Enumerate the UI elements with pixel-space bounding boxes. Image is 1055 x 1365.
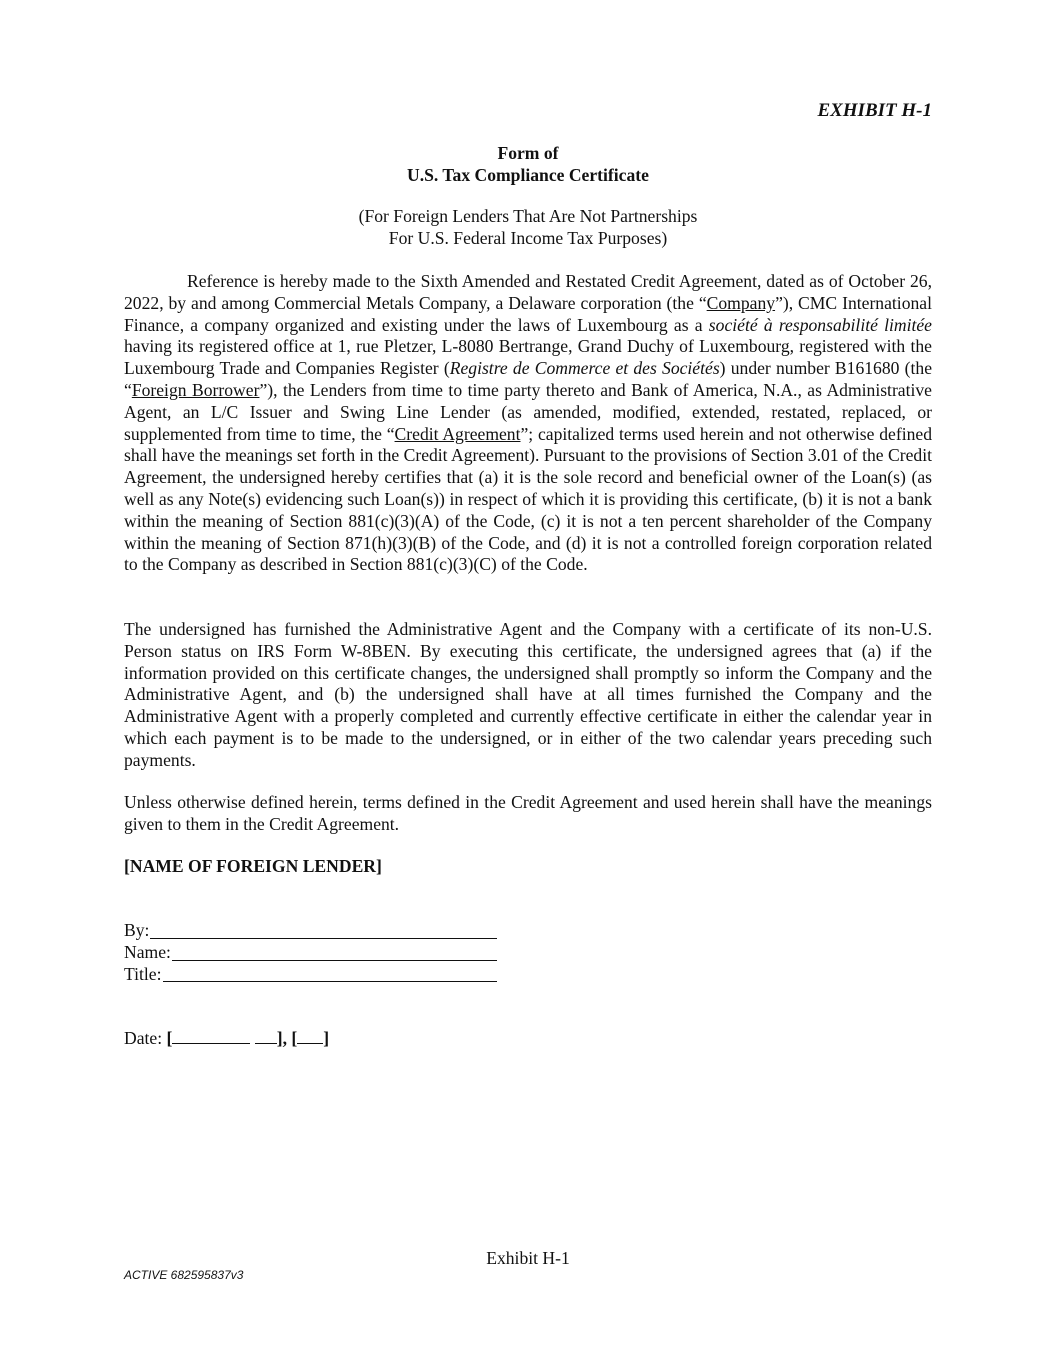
form-title-line-1: Form of xyxy=(497,143,559,163)
date-close-bracket: ], xyxy=(276,1028,292,1048)
date-line xyxy=(124,1028,329,1050)
form-subtitle-line-2: For U.S. Federal Income Tax Purposes) xyxy=(388,227,668,248)
reference-paragraph xyxy=(124,271,932,576)
lender-name-placeholder: [NAME OF FOREIGN LENDER] xyxy=(124,856,382,876)
date-open-bracket: [ xyxy=(166,1028,173,1048)
date-year-close-bracket: ] xyxy=(323,1028,330,1048)
certification-paragraph: The undersigned has furnished the Administrative Agent and the Company with a certificate of its non-U.S. Person status on IRS Form W-8BEN. By executing this certificate, the undersigned agrees that (a) if the information provided on this certificate changes, the undersigned shall promptly so inform the Company and the Administrative Agent, and (b) the undersigned shall have at all times furnished the Company and the Administrative Agent with a properly completed and currently effective certificate in either the calendar year in which each payment is to be made to the undersigned, or in either of the two calendar years preceding such payments. xyxy=(124,619,932,770)
exhibit-tag: EXHIBIT H-1 xyxy=(817,100,932,121)
signature-name-blank xyxy=(172,960,497,961)
form-subtitle xyxy=(124,206,932,250)
date-year-blank xyxy=(297,1029,323,1044)
definitions-paragraph: Unless otherwise defined herein, terms defined in the Credit Agreement and used herein shall have the meanings given to them in the Credit Agreement. xyxy=(124,792,932,834)
form-title-line-2: U.S. Tax Compliance Certificate xyxy=(407,164,649,185)
reference-text-1: Reference is hereby made to the Sixth Amended and Restated Credit Agreement, dated as of October 26, 2022, by and among Commercial Metals Company, a Delaware corporation (the “ xyxy=(124,271,932,313)
signature-name-line xyxy=(124,942,504,964)
reference-text-4: ) under number B161680 (the “ xyxy=(124,358,933,400)
reference-text-6: ”; capitalized terms used herein and not otherwise defined shall have the meanings set forth in the Credit Agreement). Pursuant to the provisions of Section 3.01 of the Credit Agreement, the undersigned hereby certifies that (a) it is the sole record and beneficial owner of the Loan(s) (as well as any Note(s) evidencing such Loan(s)) in respect of which it is providing this certificate, (b) it is not a bank within the meaning of Section 881(c)(3)(A) of the Code, (c) it is not a ten percent shareholder of the Company within the meaning of Section 871(h)(3)(B) of the Code, and (d) it is not a controlled foreign corporation related to the Company as described in Section 881(c)(3)(C) of the Code. xyxy=(124,423,932,575)
signature-title-blank xyxy=(163,981,498,982)
reference-text-2: ”), CMC International Finance, a company organized and existing under the laws of Luxembourg as a xyxy=(124,292,932,335)
defined-term-foreign-borrower: Foreign Borrower xyxy=(131,379,260,400)
form-subtitle-line-1: (For Foreign Lenders That Are Not Partnerships xyxy=(358,206,698,226)
italic-term-societe: société à responsabilité limitée xyxy=(708,314,932,335)
date-label: Date: xyxy=(124,1028,167,1048)
reference-text-5: ”), the Lenders from time to time party thereto and Bank of America, N.A., as Administrative Agent, an L/C Issuer and Swing Line Lender (as amended, modified, extended, restated, replaced, or supplemented from time to time, the “ xyxy=(124,379,932,444)
date-day-blank xyxy=(255,1029,277,1044)
italic-term-registre: Registre de Commerce et des Sociétés xyxy=(449,358,720,379)
defined-term-company: Company xyxy=(706,292,776,313)
signature-title-line xyxy=(124,964,504,986)
signature-name-label: Name: xyxy=(124,941,171,962)
form-title xyxy=(124,143,932,187)
signature-by-label: By: xyxy=(124,920,150,940)
reference-text-3: having its registered office at 1, rue Pletzer, L-8080 Bertrange, Grand Duchy of Luxembourg, registered with the Luxembourg Trade and Companies Register ( xyxy=(124,336,932,379)
footer-document-id: ACTIVE 682595837v3 xyxy=(124,1268,244,1282)
signature-by-blank xyxy=(150,938,497,939)
signature-title-label: Title: xyxy=(124,963,162,984)
signature-by-line xyxy=(124,920,504,942)
signature-block xyxy=(124,920,504,985)
footer-page-label: Exhibit H-1 xyxy=(486,1248,570,1268)
date-month-blank xyxy=(172,1029,250,1044)
defined-term-credit-agreement: Credit Agreement xyxy=(394,423,521,444)
date-year-open-bracket: [ xyxy=(291,1028,298,1048)
